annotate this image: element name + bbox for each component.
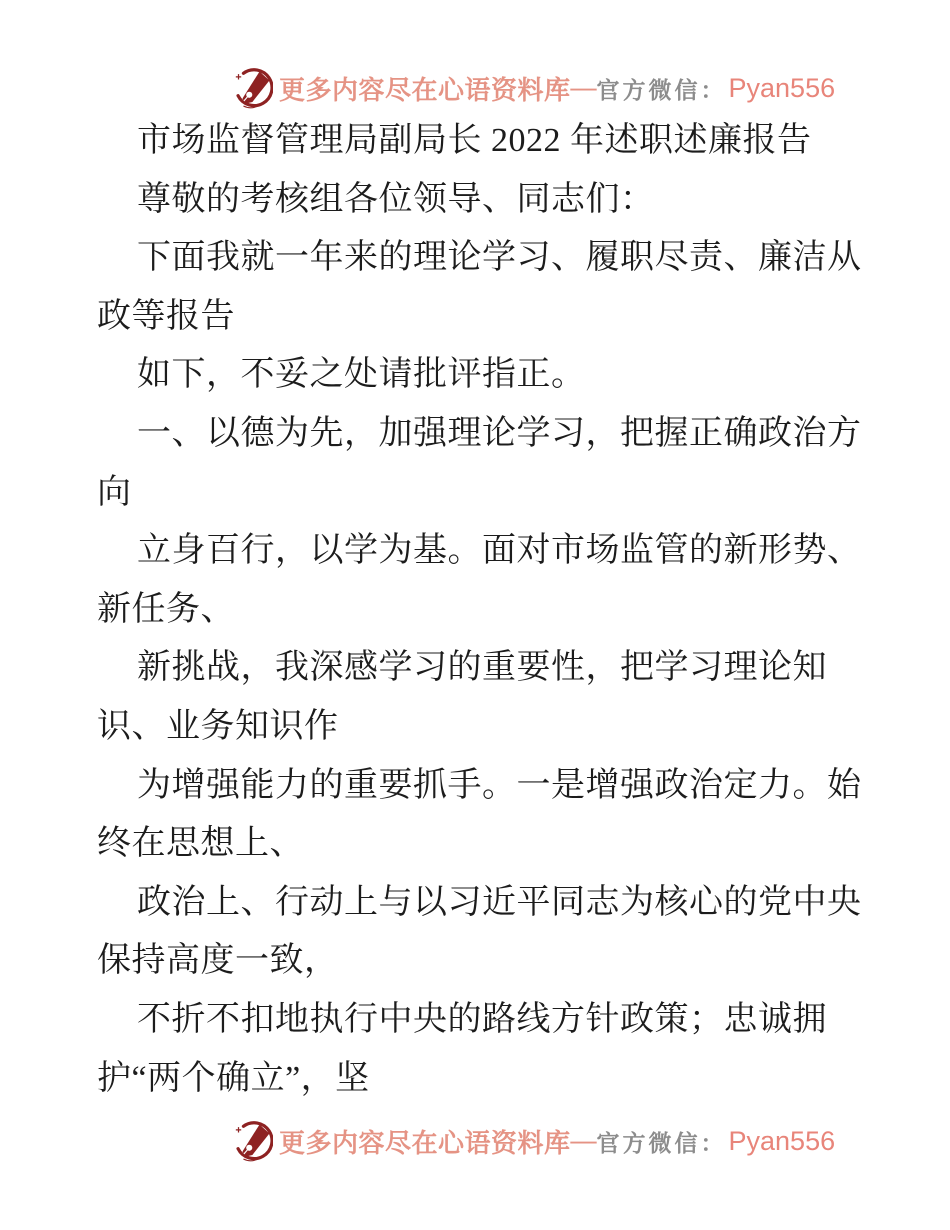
brand-text: 更多内容尽在心语资料库 [279,1128,571,1158]
text-line: 不折不扣地执行中央的路线方针政策；忠诚拥 [137,1000,827,1038]
header-watermark [230,65,835,111]
text-line: 如下，不妥之处请批评指正。 [137,356,586,394]
document-body [97,112,882,1108]
text-line: 识、业务知识作 [97,707,339,745]
text-line: 向 [97,473,132,511]
footer-watermark [230,1118,835,1164]
text-line: 保持高度一致， [97,942,339,980]
text-line: 尊敬的考核组各位领导、同志们： [137,180,655,218]
wechat-id: Pyan556 [728,1125,836,1156]
text-line: 立身百行，以学为基。面对市场监管的新形势、 [137,532,862,570]
text-line: 为增强能力的重要抓手。一是增强政治定力。始 [137,766,862,804]
text-line: 政等报告 [97,297,235,335]
brand-logo-pen-icon [230,1120,273,1163]
document-title-line: 市场监督管理局副局长 2022 年述职述廉报告 [137,122,812,159]
text-line: 下面我就一年来的理论学习、履职尽责、廉洁从 [137,239,862,277]
separator-dash: — [570,73,597,102]
wechat-id: Pyan556 [728,72,836,103]
brand-logo-pen-icon [230,67,273,110]
wechat-label: 官方微信： [596,1130,727,1156]
text-line: 一、以德为先，加强理论学习，把握正确政治方 [137,414,862,452]
brand-text: 更多内容尽在心语资料库 [279,75,571,105]
text-line: 护“两个确立”，坚 [97,1059,370,1097]
text-line: 新挑战，我深感学习的重要性，把学习理论知 [137,649,827,687]
text-line: 新任务、 [97,590,235,628]
text-line: 政治上、行动上与以习近平同志为核心的党中央 [137,883,862,921]
separator-dash: — [570,1126,597,1155]
text-line: 终在思想上、 [97,825,304,863]
wechat-label: 官方微信： [596,77,727,103]
